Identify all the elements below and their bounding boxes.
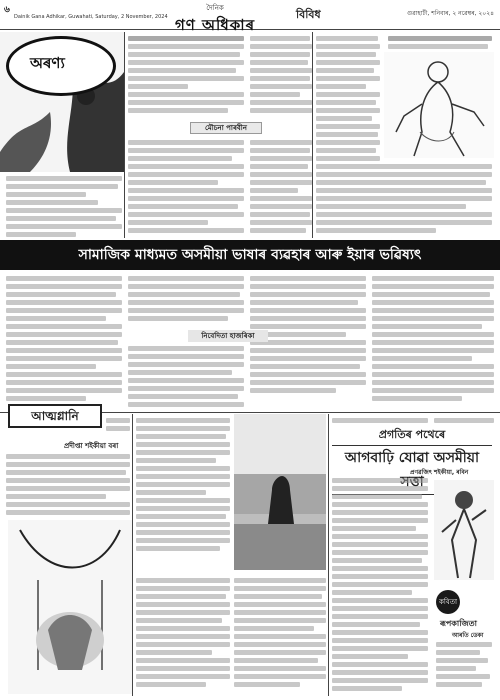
paper-kicker: দৈনিক — [206, 4, 224, 12]
poem-title: ৰূপকাজিতা — [440, 619, 477, 628]
article-title-forest: অৰণ্য — [30, 54, 65, 72]
column-divider — [132, 414, 133, 696]
title-kicker: প্ৰগতিৰ পথেৰে — [378, 428, 446, 441]
poem-poet: আৰতি ডেকা — [452, 632, 484, 639]
banner-headline: সামাজিক মাধ্যমত অসমীয়া ভাষাৰ ব্যৱহাৰ আৰু ইয়াৰ ভৱিষ্যৎ — [0, 240, 500, 270]
illustration-silhouette-mist — [234, 414, 326, 570]
edition-line: Dainik Gana Adhikar, Guwahati, Saturday, 2 November, 2024 — [14, 14, 168, 20]
illustration-dancer-portrait — [434, 480, 494, 580]
newspaper-masthead-logo — [150, 2, 280, 39]
page-number: ৬ — [4, 5, 10, 15]
section-name: বিবিধ — [296, 8, 321, 21]
issue-date: গুৱাহাটী, শনিবাৰ, ২ নৱেম্বৰ, ২০২৪ — [406, 10, 494, 17]
masthead — [0, 0, 500, 34]
paper-name: গণ অধিকাৰ — [174, 16, 256, 34]
illustration-rope-swing — [8, 520, 132, 694]
column-divider — [124, 32, 125, 238]
byline-top-middle: মৌচনা পাৰবীন — [190, 122, 262, 134]
poem-badge: কবিতা — [436, 590, 460, 614]
byline-lower-left: প্ৰদীপ্তা শইকীয়া বৰা — [64, 442, 119, 450]
title-main: আগবাঢ়ি যোৱা অসমীয়া — [332, 445, 492, 495]
byline-lower-right: প্ৰণৱজিৎ শইকীয়া, ৰবিন — [410, 469, 469, 476]
article-title-atmaglani: আত্মগ্লানি — [8, 404, 102, 428]
column-divider — [312, 32, 313, 238]
column-divider — [328, 414, 329, 696]
illustration-seated-figure — [384, 52, 494, 158]
byline-banner-article: নিবেদিতা হাজৰিকা — [188, 330, 268, 342]
